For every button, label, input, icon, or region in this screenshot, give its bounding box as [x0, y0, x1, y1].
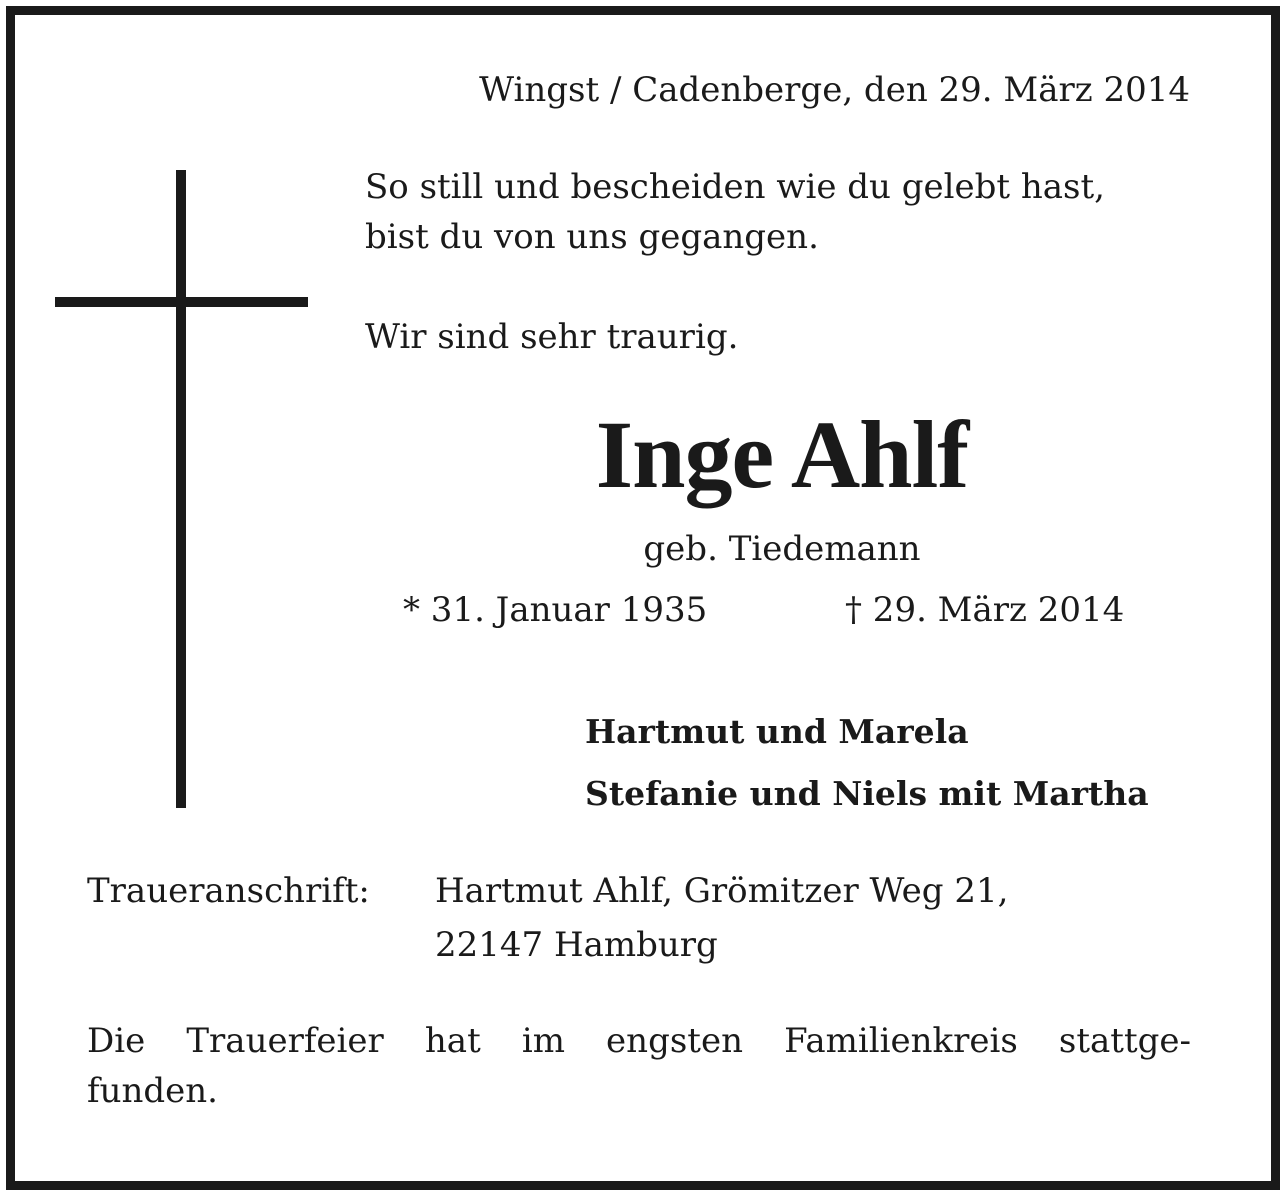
address-line-1: Hartmut Ahlf, Grömitzer Weg 21,: [435, 871, 1009, 911]
funeral-notice-line-1: Die Trauerfeier hat im engsten Familienkreis stattge-: [87, 1021, 1191, 1061]
address-label: Traueranschrift:: [87, 871, 370, 911]
quote-line-2: bist du von uns gegangen.: [365, 217, 819, 257]
address-line-2: 22147 Hamburg: [435, 925, 718, 965]
cross-horizontal-bar: [55, 297, 308, 307]
cross-vertical-bar: [176, 170, 186, 808]
death-date: † 29. März 2014: [845, 590, 1125, 630]
sad-statement: Wir sind sehr traurig.: [365, 317, 739, 357]
mourner-line-2: Stefanie und Niels mit Martha: [585, 774, 1149, 813]
funeral-notice-line-2: funden.: [87, 1071, 218, 1111]
place-date: Wingst / Cadenberge, den 29. März 2014: [479, 70, 1190, 110]
quote-line-1: So still und bescheiden wie du gelebt hast,: [365, 167, 1105, 207]
maiden-name: geb. Tiedemann: [643, 529, 921, 569]
funeral-notice: [87, 1016, 1191, 1116]
birth-date: * 31. Januar 1935: [403, 590, 708, 630]
deceased-name: Inge Ahlf: [595, 401, 969, 508]
mourner-line-1: Hartmut und Marela: [585, 712, 969, 751]
